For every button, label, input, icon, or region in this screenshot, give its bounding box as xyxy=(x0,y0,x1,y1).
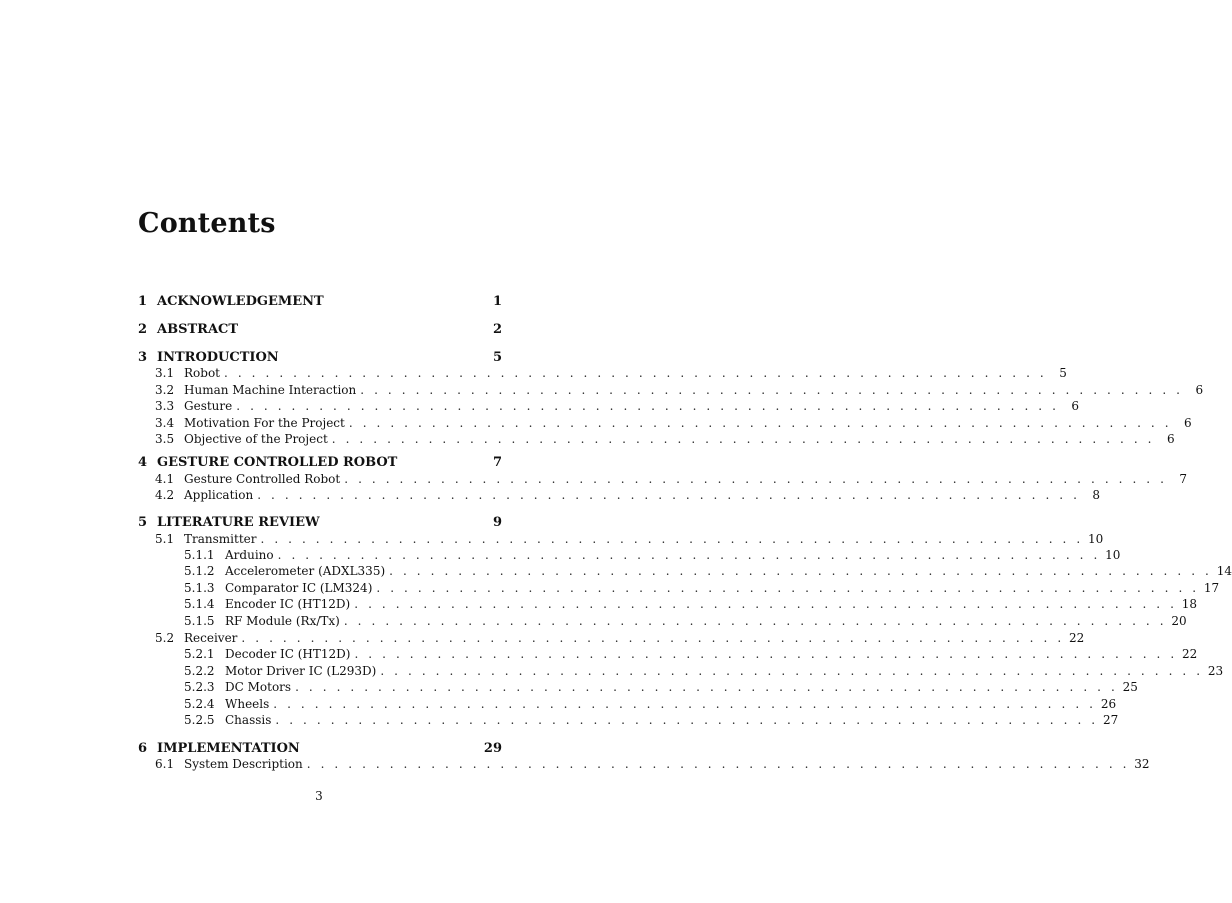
toc-entry-label: LITERATURE REVIEW xyxy=(157,515,320,530)
toc-entry-5-2-5[interactable] xyxy=(138,713,1119,731)
toc-entry-number: 5.1 xyxy=(155,532,175,546)
toc-entry-3-5[interactable] xyxy=(138,432,1175,450)
toc-entry-page: 5 xyxy=(1059,366,1067,380)
toc-entry-page: 27 xyxy=(1102,713,1119,727)
toc-entry-5-2-1[interactable] xyxy=(138,647,1198,665)
toc-entry-page: 18 xyxy=(1181,597,1198,611)
toc-entry-page: 25 xyxy=(1122,680,1138,694)
page-number: 3 xyxy=(315,789,323,803)
toc-entry-page: 10 xyxy=(1088,532,1104,546)
toc-entry-label: Receiver xyxy=(184,631,238,645)
toc-entry-page: 6 xyxy=(1195,383,1204,397)
toc-entry-5-1-5[interactable] xyxy=(138,614,1187,632)
toc-dot-leader: . . . . . . . . . . . . . . . . . . . . . . . . . . . . . . . . . . . . . . . . . . . . . . . . . . . . . . . . . . . . xyxy=(257,488,1081,502)
toc-entry-page: 10 xyxy=(1105,548,1121,562)
toc-entry-page: 22 xyxy=(1068,631,1085,645)
toc-entry-4[interactable] xyxy=(138,455,502,473)
toc-dot-leader: . . . . . . . . . . . . . . . . . . . . . . . . . . . . . . . . . . . . . . . . . . . . . . . . . . . . . . . . . . . . xyxy=(295,680,1118,694)
toc-entry-number: 5.2.2 xyxy=(184,664,215,678)
toc-dot-leader: . . . . . . . . . . . . . . . . . . . . . . . . . . . . . . . . . . . . . . . . . . . . . . . . . . . . . . . . . . . . xyxy=(344,472,1168,486)
toc-entry-page: 29 xyxy=(483,741,502,756)
toc-dot-leader: . . . . . . . . . . . . . . . . . . . . . . . . . . . . . . . . . . . . . . . . . . . . . . . . . . . . . . . . . . . . xyxy=(241,631,1065,645)
toc-entry-page: 32 xyxy=(1134,757,1150,771)
toc-entry-number: 2 xyxy=(138,322,148,337)
toc-entry-page: 23 xyxy=(1207,664,1224,678)
toc-dot-leader: . . . . . . . . . . . . . . . . . . . . . . . . . . . . . . . . . . . . . . . . . . . . . . . . . . . . . . . . . . . . xyxy=(260,532,1084,546)
toc-entry-number: 1 xyxy=(138,294,148,309)
toc-entry-label: Comparator IC (LM324) xyxy=(225,581,373,595)
toc-entry-page: 7 xyxy=(1179,472,1188,486)
toc-entry-label: Motor Driver IC (L293D) xyxy=(225,664,377,678)
toc-dot-leader: . . . . . . . . . . . . . . . . . . . . . . . . . . . . . . . . . . . . . . . . . . . . . . . . . . . . . . . . . . . . xyxy=(306,757,1130,771)
toc-entry-number: 3.2 xyxy=(155,383,175,397)
toc-dot-leader: . . . . . . . . . . . . . . . . . . . . . . . . . . . . . . . . . . . . . . . . . . . . . . . . . . . . . . . . . . . . xyxy=(277,548,1101,562)
toc-entry-number: 3.5 xyxy=(155,432,175,446)
toc-entry-label: Gesture Controlled Robot xyxy=(184,472,341,486)
toc-entry-label: Wheels xyxy=(225,697,270,711)
toc-entry-number: 3 xyxy=(138,350,148,365)
toc-entry-5-1-2[interactable] xyxy=(138,564,1232,582)
toc-entry-label: Robot xyxy=(184,366,220,380)
toc-dot-leader: . . . . . . . . . . . . . . . . . . . . . . . . . . . . . . . . . . . . . . . . . . . . . . . . . . . . . . . . . . . . xyxy=(354,647,1178,661)
toc-entry-label: GESTURE CONTROLLED ROBOT xyxy=(157,455,398,470)
toc-entry-page: 6 xyxy=(1184,416,1192,430)
toc-entry-label: Encoder IC (HT12D) xyxy=(225,597,351,611)
toc-entry-number: 5.2.3 xyxy=(184,680,215,694)
toc-dot-leader: . . . . . . . . . . . . . . . . . . . . . . . . . . . . . . . . . . . . . . . . . . . . . . . . . . . . . . . . . . . . xyxy=(354,597,1178,611)
toc-dot-leader: . . . . . . . . . . . . . . . . . . . . . . . . . . . . . . . . . . . . . . . . . . . . . . . . . . . . . . . . . . . . xyxy=(389,564,1212,578)
toc-entry-number: 3.1 xyxy=(155,366,175,380)
toc-entry-number: 5.2.5 xyxy=(184,713,215,727)
toc-entry-page: 9 xyxy=(492,515,502,530)
toc-entry-number: 6 xyxy=(138,741,148,756)
toc-entry-label: ABSTRACT xyxy=(157,322,239,337)
toc-entry-6-1[interactable] xyxy=(138,757,1150,775)
toc-entry-label: DC Motors xyxy=(225,680,292,694)
toc-entry-page: 17 xyxy=(1203,581,1220,595)
toc-entry-label: Objective of the Project xyxy=(184,432,328,446)
toc-dot-leader: . . . . . . . . . . . . . . . . . . . . . . . . . . . . . . . . . . . . . . . . . . . . . . . . . . . . . . . . . . . . xyxy=(343,614,1167,628)
toc-entry-page: 5 xyxy=(492,350,502,365)
toc-entry-number: 5.1.4 xyxy=(184,597,215,611)
toc-dot-leader: . . . . . . . . . . . . . . . . . . . . . . . . . . . . . . . . . . . . . . . . . . . . . . . . . . . . . . . . . . . . xyxy=(331,432,1155,446)
toc-entry-label: Decoder IC (HT12D) xyxy=(225,647,351,661)
toc-entry-label: Transmitter xyxy=(184,532,257,546)
toc-entry-number: 5.2.4 xyxy=(184,697,215,711)
toc-entry-number: 5.1.2 xyxy=(184,564,215,578)
toc-dot-leader: . . . . . . . . . . . . . . . . . . . . . . . . . . . . . . . . . . . . . . . . . . . . . . . . . . . . . . . . . . . . xyxy=(348,416,1172,430)
toc-entry-number: 3.3 xyxy=(155,399,175,413)
toc-entry-number: 6.1 xyxy=(155,757,175,771)
toc-entry-5[interactable] xyxy=(138,515,502,533)
toc-entry-number: 4 xyxy=(138,455,148,470)
toc-entry-3-3[interactable] xyxy=(138,399,1080,417)
toc-entry-label: Application xyxy=(184,488,254,502)
toc-dot-leader: . . . . . . . . . . . . . . . . . . . . . . . . . . . . . . . . . . . . . . . . . . . . . . . . . . . . . . . . . . . . xyxy=(380,664,1204,678)
toc-entry-label: Gesture xyxy=(184,399,233,413)
toc-entry-label: IMPLEMENTATION xyxy=(157,741,300,756)
toc-entry-3-1[interactable] xyxy=(138,366,1067,384)
toc-dot-leader: . . . . . . . . . . . . . . . . . . . . . . . . . . . . . . . . . . . . . . . . . . . . . . . . . . . . . . . . . . . . xyxy=(360,383,1184,397)
toc-entry-page: 6 xyxy=(1071,399,1080,413)
toc-entry-number: 5.1.3 xyxy=(184,581,215,595)
toc-entry-5-1-4[interactable] xyxy=(138,597,1198,615)
toc-entry-page: 22 xyxy=(1182,647,1198,661)
toc-entry-label: Human Machine Interaction xyxy=(184,383,357,397)
toc-entry-page: 2 xyxy=(492,322,502,337)
toc-entry-label: Accelerometer (ADXL335) xyxy=(225,564,386,578)
toc-entry-number: 5.2.1 xyxy=(184,647,215,661)
toc-entry-number: 5.1.1 xyxy=(184,548,215,562)
toc-dot-leader: . . . . . . . . . . . . . . . . . . . . . . . . . . . . . . . . . . . . . . . . . . . . . . . . . . . . . . . . . . . . xyxy=(236,399,1060,413)
toc-dot-leader: . . . . . . . . . . . . . . . . . . . . . . . . . . . . . . . . . . . . . . . . . . . . . . . . . . . . . . . . . . . . xyxy=(275,713,1099,727)
toc-entry-number: 4.1 xyxy=(155,472,175,486)
toc-entry-label: Motivation For the Project xyxy=(184,416,345,430)
toc-entry-page: 1 xyxy=(492,294,502,309)
toc-entry-label: Chassis xyxy=(225,713,272,727)
toc-entry-4-2[interactable] xyxy=(138,488,1101,506)
toc-entry-label: RF Module (Rx/Tx) xyxy=(225,614,340,628)
toc-entry-number: 5.1.5 xyxy=(184,614,215,628)
toc-entry-page: 26 xyxy=(1100,697,1117,711)
toc-entry-label: INTRODUCTION xyxy=(157,350,279,365)
toc-entry-page: 7 xyxy=(492,455,502,470)
toc-entry-page: 20 xyxy=(1171,614,1187,628)
toc-entry-1[interactable] xyxy=(138,294,502,312)
toc-entry-page: 6 xyxy=(1166,432,1175,446)
toc-entry-label: ACKNOWLEDGEMENT xyxy=(157,294,324,309)
toc-entry-page: 14 xyxy=(1216,564,1232,578)
toc-entry-number: 4.2 xyxy=(155,488,175,502)
toc-entry-label: Arduino xyxy=(225,548,274,562)
toc-entry-number: 3.4 xyxy=(155,416,175,430)
toc-dot-leader: . . . . . . . . . . . . . . . . . . . . . . . . . . . . . . . . . . . . . . . . . . . . . . . . . . . . . . . . . . . . xyxy=(376,581,1200,595)
toc-dot-leader: . . . . . . . . . . . . . . . . . . . . . . . . . . . . . . . . . . . . . . . . . . . . . . . . . . . . . . . . . . . . xyxy=(273,697,1097,711)
toc-entry-5-2-3[interactable] xyxy=(138,680,1138,698)
toc-dot-leader: . . . . . . . . . . . . . . . . . . . . . . . . . . . . . . . . . . . . . . . . . . . . . . . . . . . . . . . . . . . . xyxy=(224,366,1047,380)
toc-entry-page: 8 xyxy=(1092,488,1101,502)
toc-entry-2[interactable] xyxy=(138,322,502,340)
toc-entry-number: 5 xyxy=(138,515,148,530)
toc-entry-number: 5.2 xyxy=(155,631,175,645)
page-title: Contents xyxy=(138,208,276,239)
toc-entry-label: System Description xyxy=(184,757,303,771)
